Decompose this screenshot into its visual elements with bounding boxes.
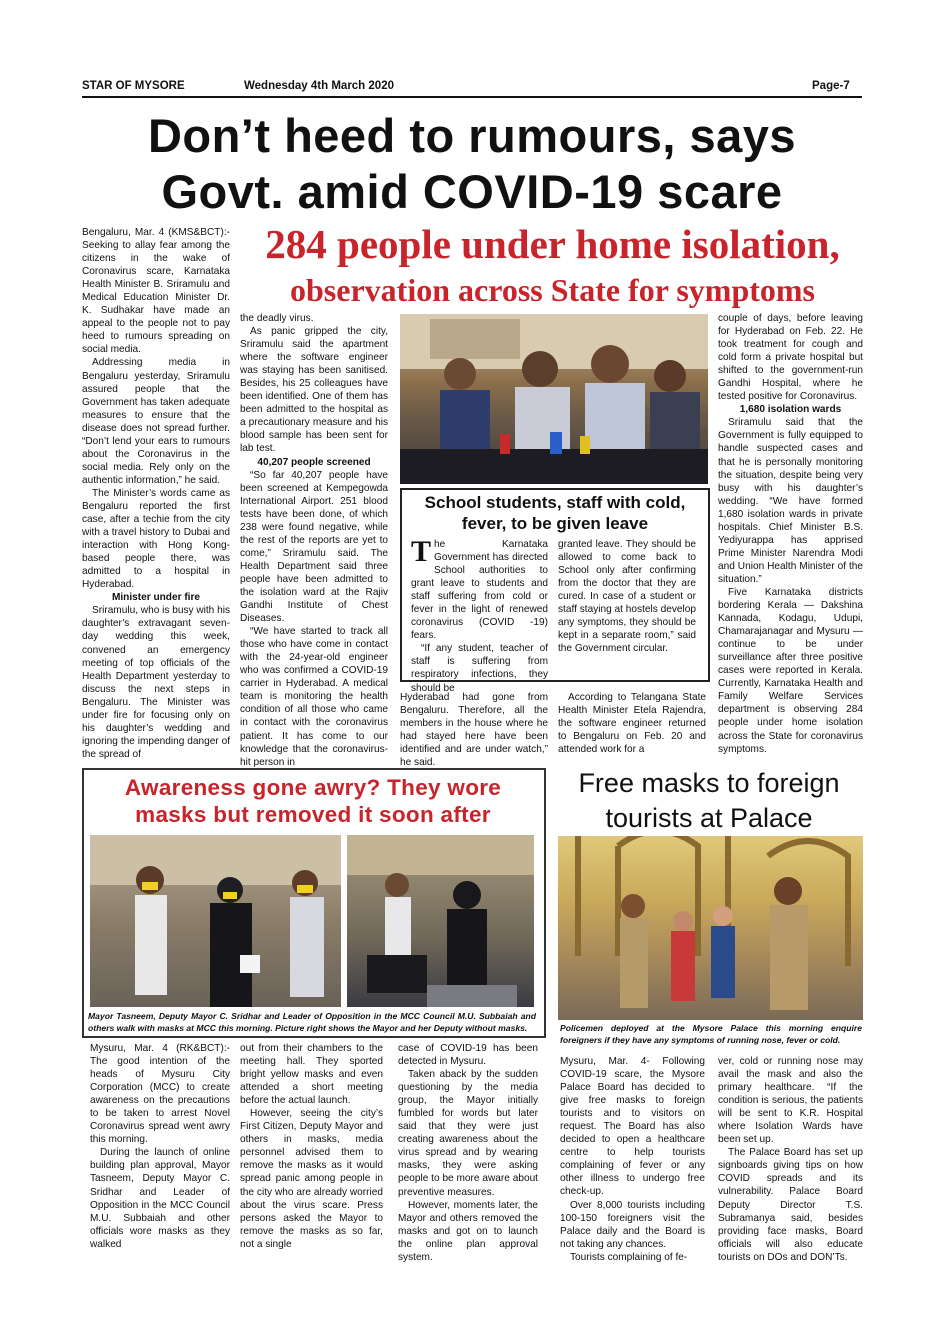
no-masks-illustration xyxy=(347,835,534,1007)
paragraph: However, seeing the city’s First Citizen, Deputy Mayor and others in masks, media personnel advised them to remove the masks as it would spread panic among people in the city who are already worried about the virus scare. Press persons asked the Mayor to remove the masks as so far, not a single xyxy=(240,1108,383,1250)
paragraph: Addressing media in Bengaluru yesterday, Sriramulu assured people that the Government has taken adequate measures to ensure that the disease does not spread further. “Don’t lend your ears to rumours about the Coronavirus in the social media. Rely only on the authentic information,” he said. xyxy=(82,357,230,486)
masks-head-line-2: tourists at Palace xyxy=(605,803,813,833)
headline-line-1: Don’t heed to rumours, says xyxy=(147,109,797,162)
school-box-headline xyxy=(404,492,706,534)
masks-illustration xyxy=(90,835,341,1007)
article-column-3 xyxy=(400,691,548,769)
masks-head-line-1: Free masks to foreign xyxy=(578,768,840,798)
drop-cap: T xyxy=(411,535,432,568)
press-meet-photo xyxy=(400,314,708,484)
paragraph: Bengaluru, Mar. 4 (KMS&BCT):- Seeking to allay fear among the citizens in the wake of Coronavirus scare, Karnataka Health Minister B. Sriramulu and Medical Education Minister Dr. K. Sudhakar have made an appeal to the people not to pay heed to rumours spreading on social media. xyxy=(82,227,230,356)
paragraph: “We have started to track all those who have come in contact with the 24-year-old engineer who was confirmed a COVID-19 carrier in Hyderabad. A medical team is monitoring the health condition of all those who came in contact with the coronavirus patient. It has come to our knowledge that the coronavirus-hit person in xyxy=(240,626,388,768)
paragraph: Mysuru, Mar. 4 (RK&BCT):- The good intention of the heads of Mysuru City Corporation (MCC) to create awareness on the precautions to be taken to arrest Novel Coronavirus spread went awry this morning. xyxy=(90,1043,230,1146)
article-column-5 xyxy=(718,312,863,756)
paragraph xyxy=(411,535,548,642)
paragraph: “So far 40,207 people have been screened at Kempegowda International Airport. 251 blood tests have been done, of which 238 were found negative, while the rest of the reports are yet to come,” Sriramulu said. The Health Department said three people have been admitted to the isolation ward at the Rajiv Gandhi Institute of Chest Diseases. xyxy=(240,469,388,625)
paragraph: Mysuru, Mar. 4- Following COVID-19 scare, the Mysore Palace Board has decided to give free masks to foreign tourists and to visitors on request. The Board has also decided to open a healthcare centre to help tourists complaining of fever or any other illness to undergo free check-up. xyxy=(560,1056,705,1198)
paragraph: As panic gripped the city, Sriramulu said the apartment where the software engineer was staying has been sanitised. Besides, his 25 colleagues have been identified. One of them has been admitted to the hospital as a precautionary measure and his blood sample has been sent for lab test. xyxy=(240,326,388,455)
main-headline xyxy=(82,108,862,220)
paragraph: The Minister’s words came as Bengaluru reported the first case, after a techie from the city with a travel history to Dubai and interaction with Hong Kong-based people there, was admitted to a hospital in Hyderabad. xyxy=(82,487,230,591)
paragraph: the deadly virus. xyxy=(240,313,314,324)
paragraph: out from their chambers to the meeting hall. They sported bright yellow masks and even attended a short meeting before the actual launch. xyxy=(240,1043,383,1107)
paragraph: couple of days, before leaving for Hyderabad on Feb. 22. He took treatment for cough and cold form a private hospital but shifted to the government-run Gandhi Hospital, where he tested positive for Coronavirus. xyxy=(718,313,863,403)
awareness-photo-caption: Mayor Tasneem, Deputy Mayor C. Sridhar and Leader of Opposition in the MCC Council M.U. Subbaiah and others walk with masks at MCC this morning. Picture right shows the Mayor and her Deputy without masks. xyxy=(88,1011,536,1033)
mayor-no-masks-photo xyxy=(347,835,534,1007)
paragraph: ver, cold or running nose may avail the mask and also the primary healthcare. “If the condition is serious, the patients will be sent to K.R. Hospital where Isolation Wards have been set up. xyxy=(718,1056,863,1146)
palace-police-photo xyxy=(558,836,863,1020)
masks-column-1 xyxy=(560,1055,705,1264)
header-rule xyxy=(82,96,862,98)
awareness-column-2 xyxy=(240,1042,383,1251)
article-column-2 xyxy=(240,312,388,769)
palace-illustration xyxy=(558,836,863,1020)
paragraph: Hyderabad had gone from Bengaluru. Therefore, all the members in the house where he had stayed here have been identified and are under watch,” he said. xyxy=(400,692,548,769)
paragraph: Tourists complaining of fe- xyxy=(570,1251,688,1263)
paragraph: Sriramulu said that the Government is fully equipped to handle suspected cases and that he is personally monitoring the situation, despite being very busy with his daughter’s wedding. “We have formed 1,680 isolation wards in private hospitals. Chief Minister B.S. Yediyurappa has apprised Prime Minister Narendra Modi and Union Health Minister of the situation.” xyxy=(718,417,863,585)
school-box-column-left xyxy=(411,535,548,695)
paragraph: Sriramulu, who is busy with his daughter’s extravagant seven-day wedding this week, convened an emergency meeting of top officials of the Health Department yesterday to discuss the next steps in Bengaluru. The Minister was under fire for focusing only on his daughter’s wedding and ignoring the impending danger of the spread of xyxy=(82,605,230,760)
masks-photo-caption: Policemen deployed at the Mysore Palace this morning enquire foreigners if they have any symptoms of running nose, fever or cold. xyxy=(560,1023,862,1045)
paragraph: Five Karnataka districts bordering Kerala — Dakshina Kannada, Kodagu, Udupi, Chamarajanagar and Mysuru — continue to be under surveillance after three positive cases were reported in Kerala. Currently, Karnataka Health and Family Welfare Services department is observing 284 people under home isolation across the State for coronavirus symptoms. xyxy=(718,586,863,755)
page-number: Page-7 xyxy=(812,80,850,92)
paragraph: However, moments later, the Mayor and others removed the masks and got on to launch the online plan approval system. xyxy=(398,1199,538,1263)
deck-line-1: 284 people under home isolation, xyxy=(265,221,840,267)
issue-date: Wednesday 4th March 2020 xyxy=(244,80,394,92)
press-meet-illustration xyxy=(400,314,708,484)
paragraph: Over 8,000 tourists including 100-150 foreigners visit the Palace daily and the Board is not taking any chances. xyxy=(560,1199,705,1250)
masks-column-2 xyxy=(718,1055,863,1264)
paragraph: During the launch of online building plan approval, Mayor Tasneem, Deputy Mayor C. Sridhar and Leader of Opposition in the MCC Council M.U. Subbaiah and other officials wore masks as they walked xyxy=(90,1147,230,1250)
subheading: 1,680 isolation wards xyxy=(739,404,842,416)
mayor-masks-photo xyxy=(90,835,341,1007)
school-text-first: he Karnataka Government has directed School authorities to grant leave to students and staff suffering from cold or fever in the light of renewed coronavirus (COVID -19) fears. xyxy=(411,539,548,642)
school-head-line-2: fever, to be given leave xyxy=(461,514,649,533)
awareness-head-line-1: Awareness gone awry? They wore xyxy=(124,775,502,800)
article-column-4 xyxy=(558,691,706,756)
paragraph: granted leave. They should be allowed to come back to School only after confirming from the doctor that they are cured. In case of a student or staff staying at hostels develop any symptoms, they should be kept in a separate room,” said the Government circular. xyxy=(558,539,696,655)
masks-headline xyxy=(553,766,865,836)
paragraph: The Palace Board has set up signboards giving tips on how COVID spreads and its vulnerability. Palace Board Deputy Director T.S. Subramanya said, besides providing face masks, Board officials will also educate tourists on DOs and DON’Ts. xyxy=(718,1147,863,1263)
paper-name: STAR OF MYSORE xyxy=(82,80,185,92)
deck-line-2: observation across State for symptoms xyxy=(290,272,815,308)
awareness-column-1 xyxy=(90,1042,230,1251)
subheading: 40,207 people screened xyxy=(257,456,371,468)
headline-line-2: Govt. amid COVID-19 scare xyxy=(161,165,783,218)
school-box-column-right xyxy=(558,538,696,655)
article-column-1 xyxy=(82,226,230,761)
awareness-headline xyxy=(84,774,542,828)
subheading: Minister under fire xyxy=(111,592,201,604)
paragraph: case of COVID-19 has been detected in Mysuru. xyxy=(398,1043,538,1068)
awareness-column-3 xyxy=(398,1042,538,1264)
paragraph: Taken aback by the sudden questioning by the media group, the Mayor initially fumbled for words but later said that they were just creating awareness about the virus spread and by wearing masks, they were asking people to be more aware about preventive measures. xyxy=(398,1069,538,1198)
paragraph: According to Telangana State Health Minister Etela Rajendra, the software engineer returned to Bengaluru on Feb. 20 and attended work for a xyxy=(558,692,706,756)
school-head-line-1: School students, staff with cold, xyxy=(424,493,686,512)
awareness-head-line-2: masks but removed it soon after xyxy=(135,802,491,827)
paragraph: “If any student, teacher of staff is suffering from respiratory infections, they should be xyxy=(411,643,548,694)
